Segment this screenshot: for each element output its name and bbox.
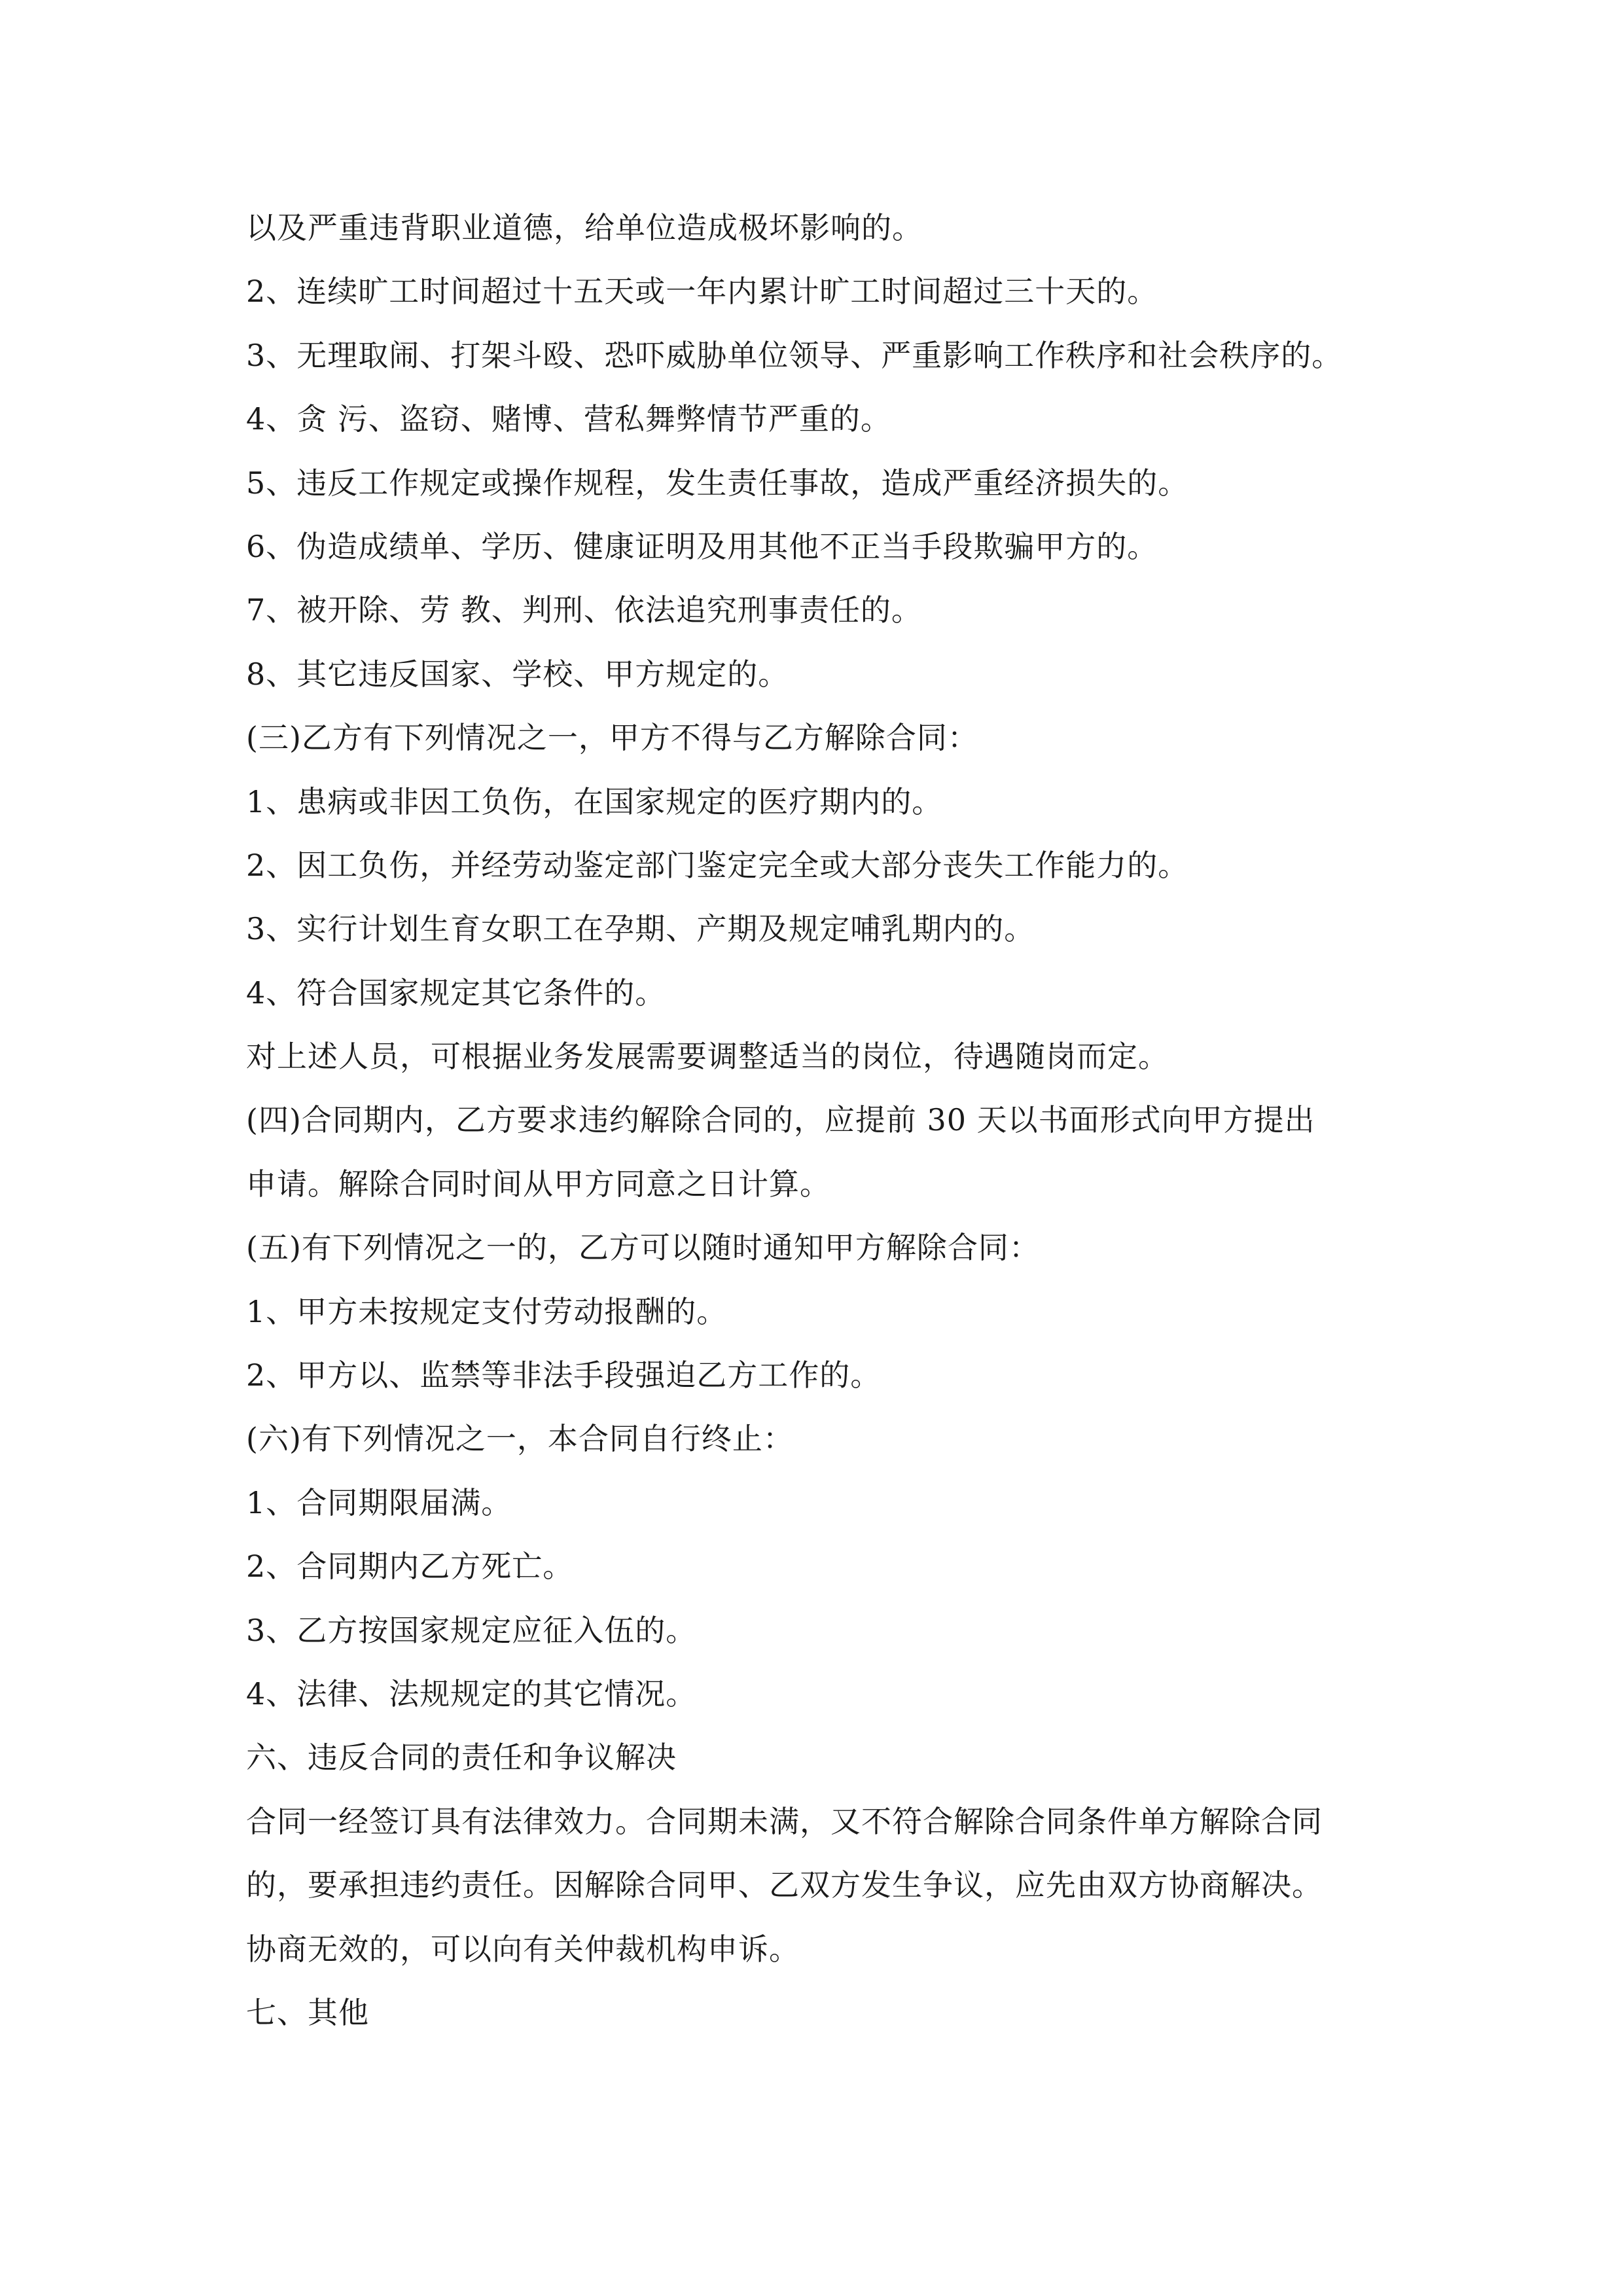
text-line: 的，要承担违约责任。因解除合同甲、乙双方发生争议，应先由双方协商解决。 — [246, 1867, 1323, 1903]
text-line: 协商无效的，可以向有关仲裁机构申诉。 — [246, 1931, 800, 1967]
text-line: 4、符合国家规定其它条件的。 — [246, 975, 666, 1011]
section-heading: (四)合同期内，乙方要求违约解除合同的，应提前 30 天以书面形式向甲方提出 — [246, 1102, 1315, 1138]
section-heading: (五)有下列情况之一的，乙方可以随时通知甲方解除合同： — [246, 1230, 1040, 1266]
text-line: 2、因工负伤，并经劳动鉴定部门鉴定完全或大部分丧失工作能力的。 — [246, 847, 1189, 883]
text-line: 合同一经签订具有法律效力。合同期未满，又不符合解除合同条件单方解除合同 — [246, 1803, 1323, 1839]
text-line: 5、违反工作规定或操作规程，发生责任事故，造成严重经济损失的。 — [246, 465, 1189, 501]
section-heading: (六)有下列情况之一，本合同自行终止： — [246, 1421, 794, 1457]
text-line: 4、贪 污、盗窃、赌博、营私舞弊情节严重的。 — [246, 401, 891, 437]
text-line: 1、合同期限届满。 — [246, 1484, 512, 1520]
text-line: 2、连续旷工时间超过十五天或一年内累计旷工时间超过三十天的。 — [246, 274, 1158, 310]
text-line: 对上述人员，可根据业务发展需要调整适当的岗位，待遇随岗而定。 — [246, 1039, 1169, 1075]
text-line: 8、其它违反国家、学校、甲方规定的。 — [246, 656, 789, 692]
text-line: 3、无理取闹、打架斗殴、恐吓威胁单位领导、严重影响工作秩序和社会秩序的。 — [246, 337, 1343, 373]
text-line: 1、甲方未按规定支付劳动报酬的。 — [246, 1293, 728, 1329]
text-line: 6、伪造成绩单、学历、健康证明及用其他不正当手段欺骗甲方的。 — [246, 528, 1158, 564]
text-line: 2、合同期内乙方死亡。 — [246, 1549, 574, 1585]
text-line: 2、甲方以、监禁等非法手段强迫乙方工作的。 — [246, 1357, 882, 1393]
text-line: 1、患病或非因工负伤，在国家规定的医疗期内的。 — [246, 783, 943, 819]
text-line: 3、实行计划生育女职工在孕期、产期及规定哺乳期内的。 — [246, 911, 1035, 947]
chapter-heading: 六、违反合同的责任和争议解决 — [246, 1740, 677, 1776]
chapter-heading: 七、其他 — [246, 1994, 369, 2030]
text-line: 申请。解除合同时间从甲方同意之日计算。 — [246, 1166, 830, 1202]
section-heading: (三)乙方有下列情况之一，甲方不得与乙方解除合同： — [246, 720, 978, 756]
text-line: 4、法律、法规规定的其它情况。 — [246, 1676, 697, 1712]
text-line: 7、被开除、劳 教、判刑、依法追究刑事责任的。 — [246, 592, 922, 628]
text-line: 3、乙方按国家规定应征入伍的。 — [246, 1612, 697, 1648]
text-line: 以及严重违背职业道德，给单位造成极坏影响的。 — [246, 210, 923, 245]
document-body — [246, 196, 1411, 2045]
